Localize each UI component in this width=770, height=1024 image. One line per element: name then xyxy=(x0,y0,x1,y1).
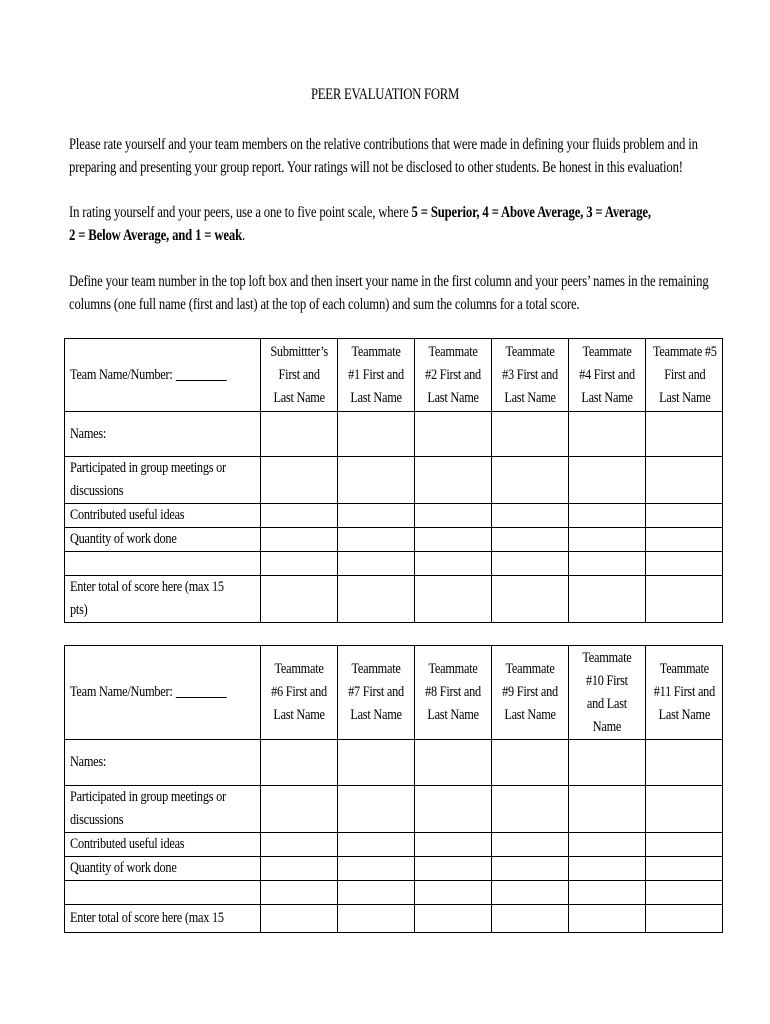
header-teammate-1: Teammate #1 First and Last Name xyxy=(338,339,415,412)
team-name-label: Team Name/Number: xyxy=(70,366,173,383)
entry-cell[interactable] xyxy=(646,457,723,504)
entry-cell[interactable] xyxy=(569,833,646,857)
scale-prefix: In rating yourself and your peers, use a one to five point scale, where xyxy=(69,204,412,221)
scale-line-1 xyxy=(69,201,709,224)
entry-cell[interactable] xyxy=(569,786,646,833)
total-cell[interactable] xyxy=(338,576,415,623)
entry-cell[interactable] xyxy=(646,504,723,528)
entry-cell[interactable] xyxy=(338,740,415,786)
entry-cell[interactable] xyxy=(492,740,569,786)
entry-cell[interactable] xyxy=(338,504,415,528)
total-cell[interactable] xyxy=(261,905,338,933)
header-teammate-2: Teammate #2 First and Last Name xyxy=(415,339,492,412)
intro-line-1: Please rate yourself and your team members on the relative contributions that were made in defining your fluids problem and in xyxy=(69,136,698,153)
names-label-cell: Names: xyxy=(65,412,261,457)
total-label-cell: Enter total of score here (max 15 xyxy=(65,905,261,933)
team-name-cell[interactable] xyxy=(65,339,261,412)
total-cell[interactable] xyxy=(569,905,646,933)
entry-cell[interactable] xyxy=(338,833,415,857)
entry-cell[interactable] xyxy=(261,457,338,504)
table-row xyxy=(65,412,723,457)
table-row xyxy=(65,646,723,740)
header-teammate-3: Teammate #3 First and Last Name xyxy=(492,339,569,412)
table-row xyxy=(65,576,723,623)
entry-cell[interactable] xyxy=(338,457,415,504)
entry-cell[interactable] xyxy=(569,881,646,905)
table-row xyxy=(65,339,723,412)
blank-label-cell xyxy=(65,881,261,905)
header-teammate-6: Teammate #6 First and Last Name xyxy=(261,646,338,740)
entry-cell[interactable] xyxy=(415,833,492,857)
table-row xyxy=(65,857,723,881)
scale-bold-1: 5 = Superior, 4 = Above Average, 3 = Average, xyxy=(411,204,651,221)
ideas-label-cell: Contributed useful ideas xyxy=(65,833,261,857)
table-row xyxy=(65,905,723,933)
header-teammate-10: Teammate #10 First and Last Name xyxy=(569,646,646,740)
entry-cell[interactable] xyxy=(261,833,338,857)
entry-cell[interactable] xyxy=(415,528,492,552)
participated-label-cell: Participated in group meetings or discussions xyxy=(65,786,261,833)
entry-cell[interactable] xyxy=(261,504,338,528)
table-row xyxy=(65,881,723,905)
total-cell[interactable] xyxy=(492,576,569,623)
entry-cell[interactable] xyxy=(569,412,646,457)
entry-cell[interactable] xyxy=(261,528,338,552)
define-line-2: columns (one full name (first and last) at the top of each column) and sum the columns for a total score. xyxy=(69,296,580,313)
table-row xyxy=(65,504,723,528)
entry-cell[interactable] xyxy=(646,528,723,552)
entry-cell[interactable] xyxy=(646,552,723,576)
entry-cell[interactable] xyxy=(492,412,569,457)
total-cell[interactable] xyxy=(415,576,492,623)
intro-paragraph xyxy=(69,133,709,179)
entry-cell[interactable] xyxy=(415,740,492,786)
entry-cell[interactable] xyxy=(646,857,723,881)
header-teammate-4: Teammate #4 First and Last Name xyxy=(569,339,646,412)
entry-cell[interactable] xyxy=(492,786,569,833)
entry-cell[interactable] xyxy=(492,504,569,528)
entry-cell[interactable] xyxy=(338,528,415,552)
entry-cell[interactable] xyxy=(261,412,338,457)
entry-cell[interactable] xyxy=(415,412,492,457)
team-name-cell[interactable] xyxy=(65,646,261,740)
entry-cell[interactable] xyxy=(338,881,415,905)
entry-cell[interactable] xyxy=(338,857,415,881)
entry-cell[interactable] xyxy=(569,457,646,504)
scale-bold-2: 2 = Below Average, and 1 = weak xyxy=(69,227,242,244)
entry-cell[interactable] xyxy=(338,786,415,833)
entry-cell[interactable] xyxy=(646,412,723,457)
entry-cell[interactable] xyxy=(415,857,492,881)
entry-cell[interactable] xyxy=(415,457,492,504)
evaluation-table-1 xyxy=(64,338,723,623)
entry-cell[interactable] xyxy=(261,857,338,881)
evaluation-table-2 xyxy=(64,645,723,933)
entry-cell[interactable] xyxy=(492,857,569,881)
table-row xyxy=(65,786,723,833)
blank-label-cell xyxy=(65,552,261,576)
entry-cell[interactable] xyxy=(646,881,723,905)
scale-line-2 xyxy=(69,224,709,247)
team-name-blank[interactable] xyxy=(176,697,227,698)
entry-cell[interactable] xyxy=(492,528,569,552)
entry-cell[interactable] xyxy=(569,504,646,528)
total-cell[interactable] xyxy=(415,905,492,933)
participated-label-cell: Participated in group meetings or discussions xyxy=(65,457,261,504)
table-row xyxy=(65,528,723,552)
total-cell[interactable] xyxy=(261,576,338,623)
intro-line-2: preparing and presenting your group report. Your ratings will not be disclosed to other students. Be honest in this evaluation! xyxy=(69,159,683,176)
scale-suffix: . xyxy=(241,227,246,244)
entry-cell[interactable] xyxy=(415,786,492,833)
table-row xyxy=(65,552,723,576)
entry-cell[interactable] xyxy=(646,740,723,786)
entry-cell[interactable] xyxy=(492,833,569,857)
define-line-1: Define your team number in the top loft box and then insert your name in the first column and your peers’ names in the remaining xyxy=(69,273,709,290)
scale-paragraph xyxy=(69,201,709,247)
entry-cell[interactable] xyxy=(569,552,646,576)
header-teammate-7: Teammate #7 First and Last Name xyxy=(338,646,415,740)
table-row xyxy=(65,457,723,504)
entry-cell[interactable] xyxy=(569,528,646,552)
header-teammate-5: Teammate #5 First and Last Name xyxy=(646,339,723,412)
header-teammate-8: Teammate #8 First and Last Name xyxy=(415,646,492,740)
entry-cell[interactable] xyxy=(338,412,415,457)
total-cell[interactable] xyxy=(338,905,415,933)
entry-cell[interactable] xyxy=(261,740,338,786)
entry-cell[interactable] xyxy=(415,552,492,576)
total-cell[interactable] xyxy=(646,905,723,933)
entry-cell[interactable] xyxy=(646,833,723,857)
entry-cell[interactable] xyxy=(415,881,492,905)
quantity-label-cell: Quantity of work done xyxy=(65,857,261,881)
entry-cell[interactable] xyxy=(569,857,646,881)
total-cell[interactable] xyxy=(569,576,646,623)
entry-cell[interactable] xyxy=(261,881,338,905)
entry-cell[interactable] xyxy=(261,552,338,576)
entry-cell[interactable] xyxy=(569,740,646,786)
header-submitter: Submittter’s First and Last Name xyxy=(261,339,338,412)
entry-cell[interactable] xyxy=(261,786,338,833)
table-row xyxy=(65,740,723,786)
entry-cell[interactable] xyxy=(646,786,723,833)
team-name-label: Team Name/Number: xyxy=(70,684,173,700)
entry-cell[interactable] xyxy=(492,881,569,905)
ideas-label-cell: Contributed useful ideas xyxy=(65,504,261,528)
entry-cell[interactable] xyxy=(492,457,569,504)
header-teammate-11: Teammate #11 First and Last Name xyxy=(646,646,723,740)
total-label-cell: Enter total of score here (max 15 pts) xyxy=(65,576,261,623)
entry-cell[interactable] xyxy=(338,552,415,576)
total-cell[interactable] xyxy=(492,905,569,933)
total-cell[interactable] xyxy=(646,576,723,623)
entry-cell[interactable] xyxy=(492,552,569,576)
define-paragraph xyxy=(69,270,709,316)
names-label-cell: Names: xyxy=(65,740,261,786)
quantity-label-cell: Quantity of work done xyxy=(65,528,261,552)
team-name-blank[interactable] xyxy=(176,380,227,381)
header-teammate-9: Teammate #9 First and Last Name xyxy=(492,646,569,740)
table-row xyxy=(65,833,723,857)
form-title: PEER EVALUATION FORM xyxy=(310,86,460,103)
entry-cell[interactable] xyxy=(415,504,492,528)
